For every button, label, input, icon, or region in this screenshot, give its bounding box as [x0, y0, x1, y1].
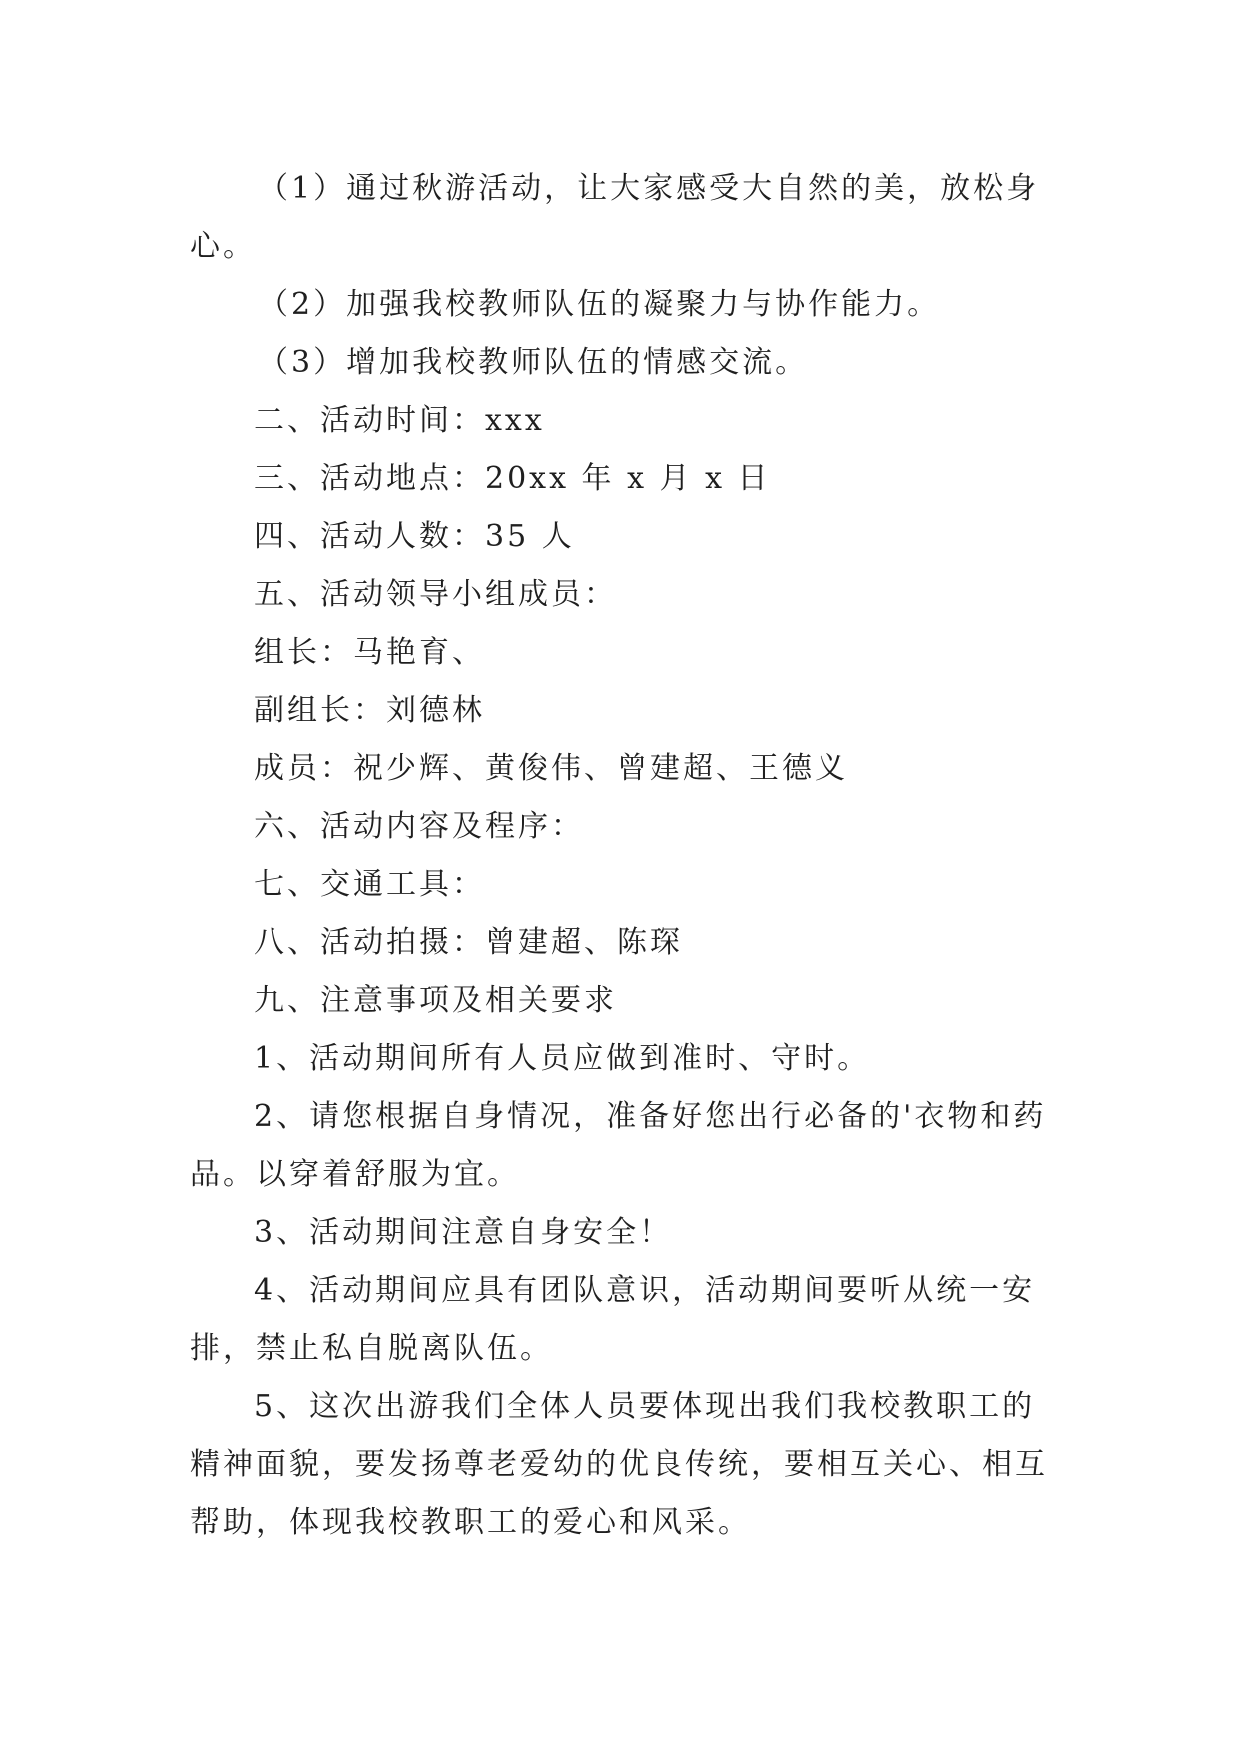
- section-activity-headcount: 四、活动人数：35 人: [254, 519, 575, 554]
- section-photography: 八、活动拍摄：曾建超、陈琛: [254, 925, 683, 960]
- paragraph-goal-1: （1）通过秋游活动，让大家感受大自然的美，放松身: [258, 171, 1040, 206]
- section-leadership-group: 五、活动领导小组成员：: [254, 577, 617, 612]
- section-activity-location: 三、活动地点：20xx 年 x 月 x 日: [254, 461, 771, 496]
- paragraph-goal-2: （2）加强我校教师队伍的凝聚力与协作能力。: [258, 287, 941, 322]
- requirement-4: 4、活动期间应具有团队意识，活动期间要听从统一安: [254, 1273, 1036, 1308]
- section-content-procedure: 六、活动内容及程序：: [254, 809, 584, 844]
- requirement-2: 2、请您根据自身情况，准备好您出行必备的'衣物和药: [254, 1099, 1047, 1134]
- section-transportation: 七、交通工具：: [254, 867, 485, 902]
- requirement-3: 3、活动期间注意自身安全！: [254, 1215, 673, 1250]
- paragraph-goal-1-continued: 心。: [190, 229, 256, 264]
- requirement-5: 5、这次出游我们全体人员要体现出我们我校教职工的: [254, 1389, 1036, 1424]
- requirement-5-continued-1: 精神面貌，要发扬尊老爱幼的优良传统，要相互关心、相互: [190, 1447, 1048, 1482]
- leader-line: 组长：马艳育、: [254, 635, 485, 670]
- document-body: [190, 160, 1050, 1552]
- requirement-2-continued: 品。以穿着舒服为宜。: [190, 1157, 520, 1192]
- deputy-leader-line: 副组长：刘德林: [254, 693, 485, 728]
- section-notes-requirements: 九、注意事项及相关要求: [254, 983, 617, 1018]
- section-activity-time: 二、活动时间：xxx: [254, 403, 545, 438]
- requirement-4-continued: 排，禁止私自脱离队伍。: [190, 1331, 553, 1366]
- requirement-1: 1、活动期间所有人员应做到准时、守时。: [254, 1041, 871, 1076]
- requirement-5-continued-2: 帮助，体现我校教职工的爱心和风采。: [190, 1505, 751, 1540]
- paragraph-goal-3: （3）增加我校教师队伍的情感交流。: [258, 345, 809, 380]
- members-line: 成员：祝少辉、黄俊伟、曾建超、王德义: [254, 751, 848, 786]
